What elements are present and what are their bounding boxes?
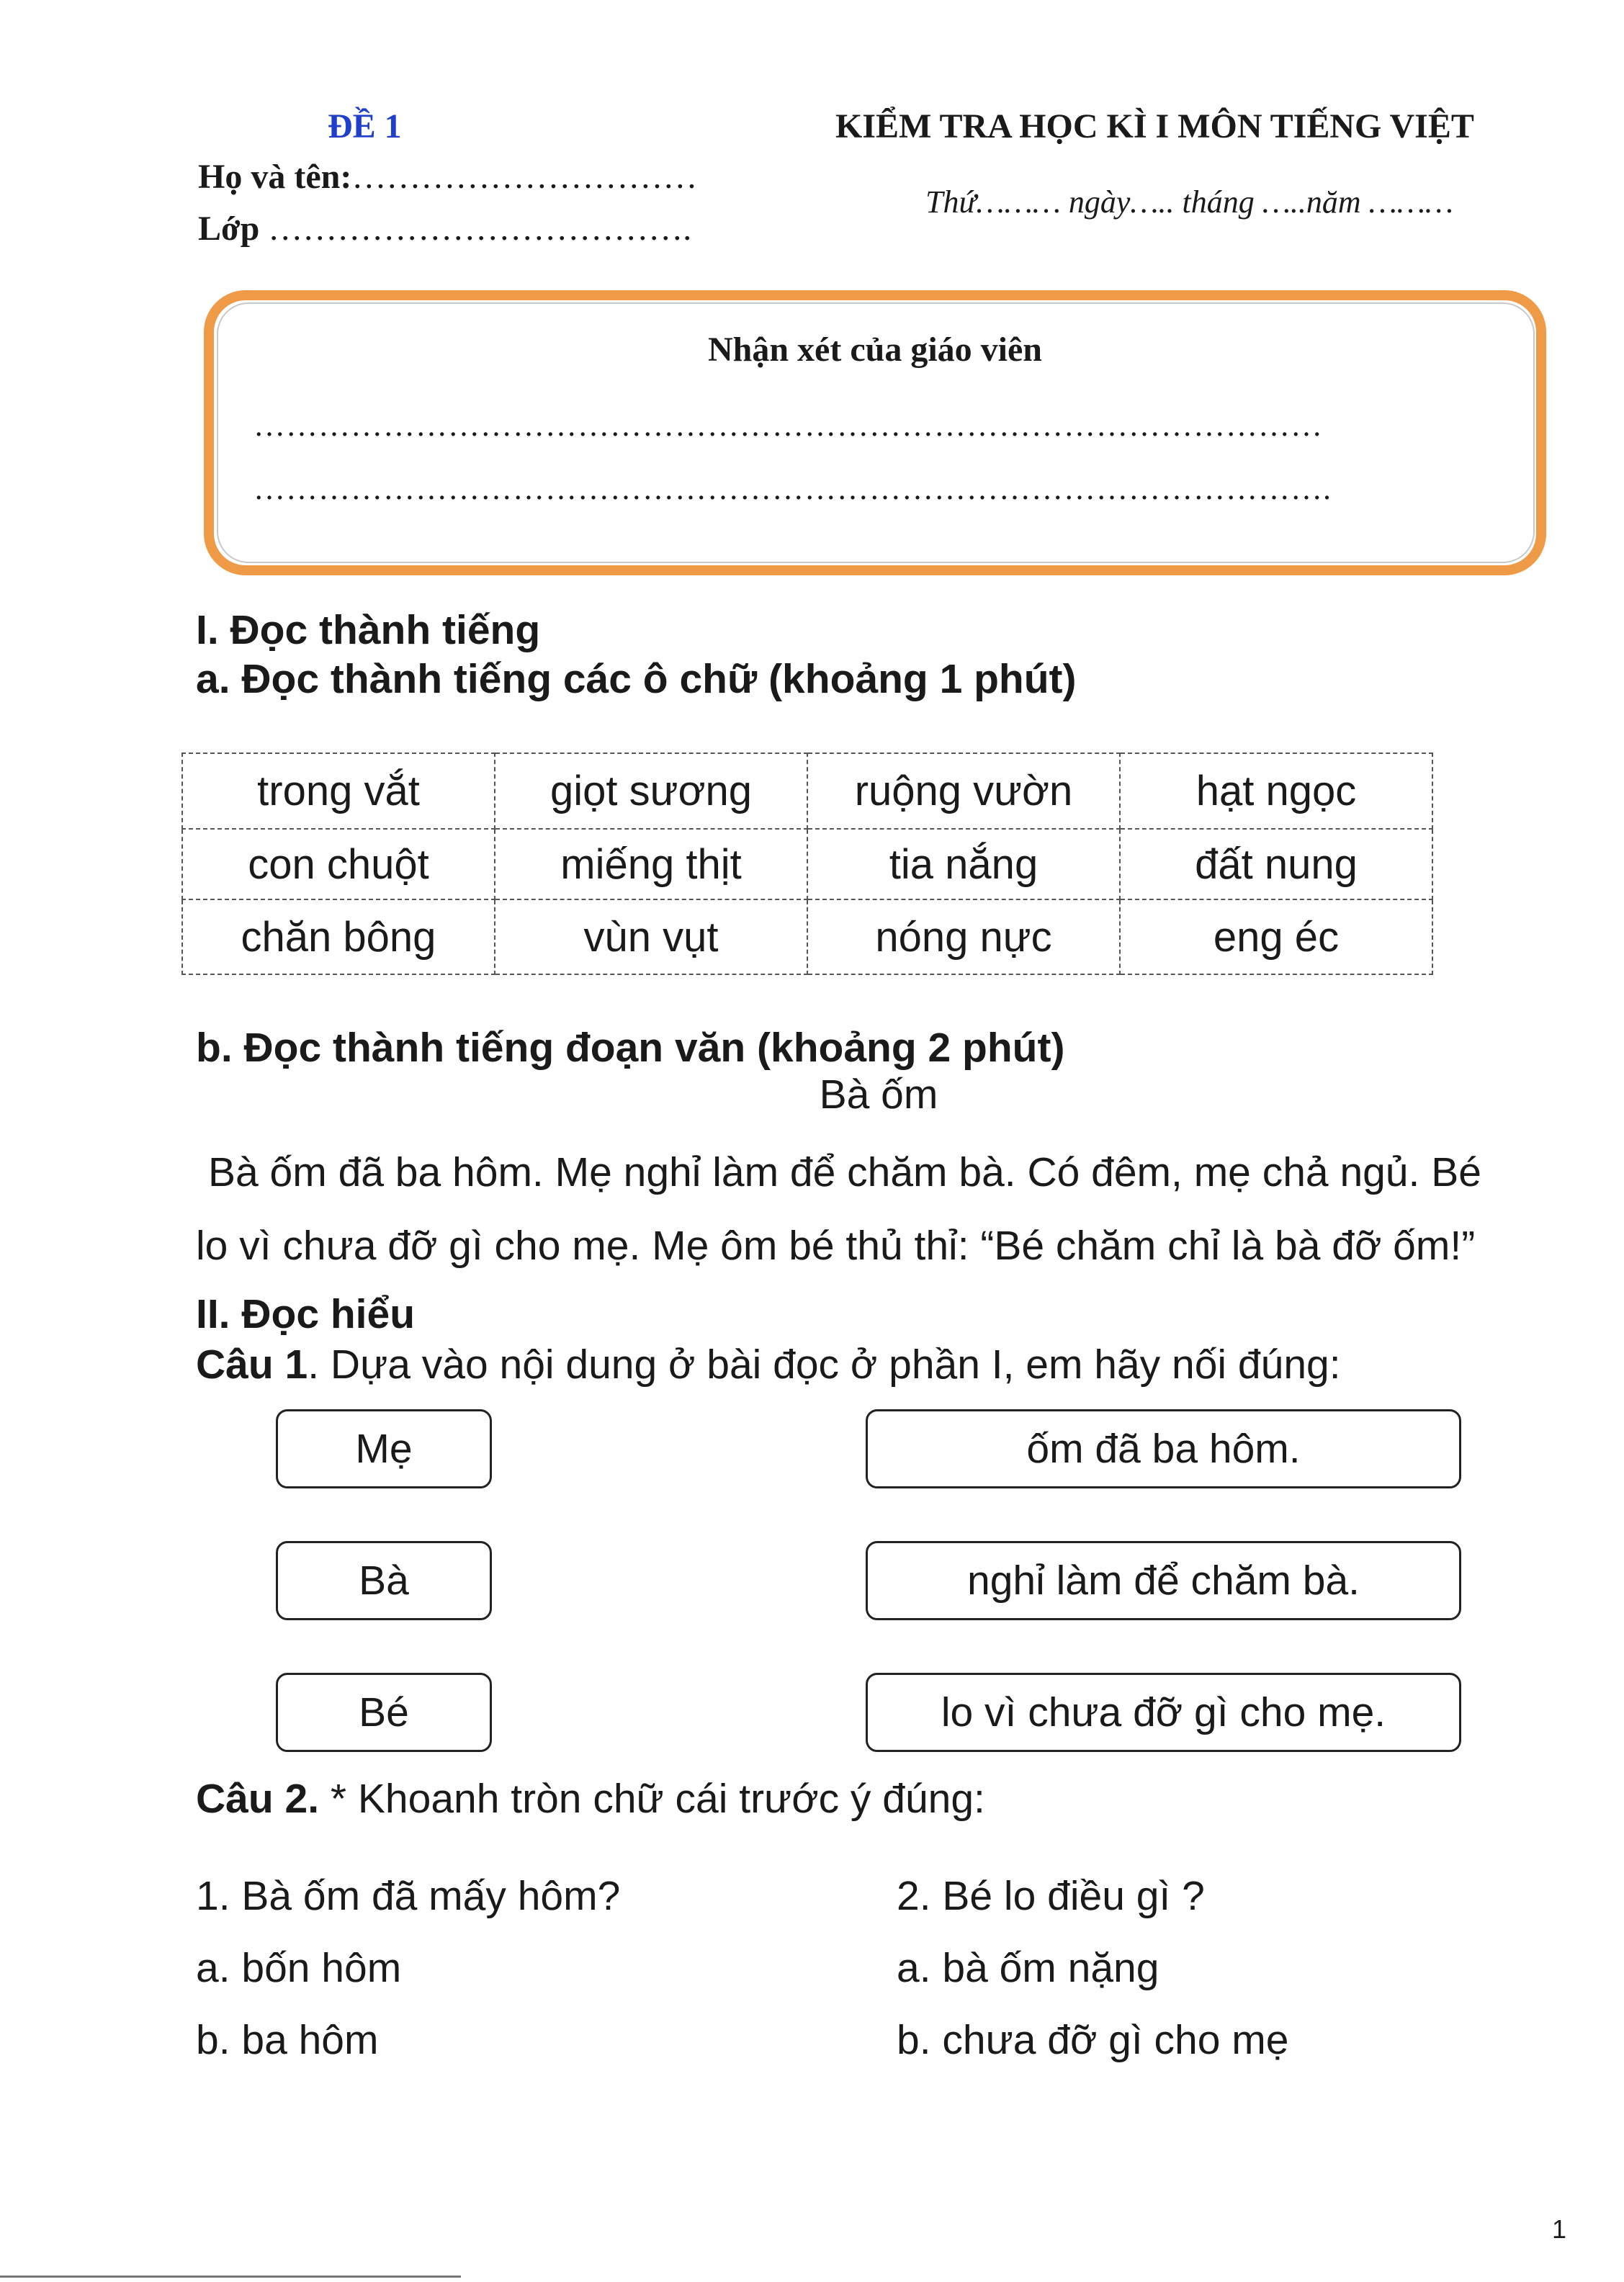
word-cell: tia nắng (807, 829, 1120, 899)
name-blank[interactable]: ………………………… (351, 158, 698, 196)
option-2-1-b[interactable]: b. ba hôm (196, 2017, 379, 2063)
word-cell: con chuột (182, 829, 495, 899)
question-2-text: * Khoanh tròn chữ cái trước ý đúng: (319, 1776, 985, 1822)
match-right-item[interactable] (866, 1409, 1461, 1488)
table-row (182, 829, 1432, 899)
word-cell: vùn vụt (495, 899, 807, 974)
question-2 (196, 1775, 985, 1823)
word-cell: giọt sương (495, 753, 807, 829)
comment-line-2[interactable]: ………………………………………………………………………………………. (254, 471, 1332, 506)
name-label: Họ và tên: (198, 158, 352, 196)
match-right-label: lo vì chưa đỡ gì cho mẹ. (941, 1689, 1386, 1735)
passage-line-2: lo vì chưa đỡ gì cho mẹ. Mẹ ôm bé thủ thỉ: “Bé chăm chỉ là bà đỡ ốm!” (196, 1223, 1476, 1269)
exam-title: KIỂM TRA HỌC KÌ I MÔN TIẾNG VIỆT (835, 107, 1474, 145)
match-right-label: ốm đã ba hôm. (1026, 1426, 1301, 1472)
match-left-label: Bà (359, 1558, 409, 1604)
word-cell: miếng thịt (495, 829, 807, 899)
match-right-item[interactable] (866, 1673, 1461, 1752)
class-field (198, 209, 691, 248)
class-label: Lớp (198, 210, 260, 248)
question-2-1: 1. Bà ốm đã mấy hôm? (196, 1873, 621, 1919)
match-left-label: Bé (359, 1689, 409, 1735)
passage-title: Bà ốm (819, 1072, 938, 1118)
exam-code: ĐỀ 1 (328, 107, 402, 145)
option-2-2-a[interactable]: a. bà ốm nặng (897, 1945, 1159, 1991)
match-right-label: nghỉ làm để chăm bà. (967, 1558, 1360, 1604)
footer-divider (0, 2276, 461, 2278)
question-1-text: . Dựa vào nội dung ở bài đọc ở phần I, em hãy nối đúng: (308, 1342, 1341, 1388)
question-2-2: 2. Bé lo điều gì ? (897, 1873, 1205, 1919)
word-cell: chăn bông (182, 899, 495, 974)
part1-heading: I. Đọc thành tiếng (196, 607, 541, 653)
word-cell: nóng nực (807, 899, 1120, 974)
word-cell: eng éc (1120, 899, 1432, 974)
word-cell: đất nung (1120, 829, 1432, 899)
date-line: Thứ……… ngày….. tháng …..năm ……… (925, 184, 1453, 220)
word-cell: trong vắt (182, 753, 495, 829)
match-left-item[interactable] (276, 1673, 492, 1752)
match-left-item[interactable] (276, 1409, 492, 1488)
part1-sub-a: a. Đọc thành tiếng các ô chữ (khoảng 1 phút) (196, 656, 1077, 702)
option-2-1-a[interactable]: a. bốn hôm (196, 1945, 402, 1991)
match-left-item[interactable] (276, 1541, 492, 1620)
words-table (181, 753, 1433, 975)
question-1 (196, 1341, 1341, 1388)
comment-title: Nhận xét của giáo viên (707, 331, 1042, 369)
passage-line-1: Bà ốm đã ba hôm. Mẹ nghỉ làm để chăm bà. Có đêm, mẹ chả ngủ. Bé (208, 1149, 1481, 1195)
match-right-item[interactable] (866, 1541, 1461, 1620)
table-row (182, 753, 1432, 829)
page-number: 1 (1552, 2214, 1567, 2244)
part1-sub-b: b. Đọc thành tiếng đoạn văn (khoảng 2 phút) (196, 1025, 1065, 1071)
word-cell: hạt ngọc (1120, 753, 1432, 829)
question-2-label: Câu 2. (196, 1776, 320, 1822)
match-left-label: Mẹ (355, 1426, 413, 1472)
name-field (198, 157, 697, 197)
comment-line-1[interactable]: ……………………………………………………………………………………… (254, 408, 1323, 443)
class-blank[interactable]: ………………………………. (259, 210, 692, 248)
part2-heading: II. Đọc hiểu (196, 1291, 416, 1337)
word-cell: ruộng vườn (807, 753, 1120, 829)
table-row (182, 899, 1432, 974)
option-2-2-b[interactable]: b. chưa đỡ gì cho mẹ (897, 2017, 1289, 2063)
question-1-label: Câu 1 (196, 1342, 308, 1388)
